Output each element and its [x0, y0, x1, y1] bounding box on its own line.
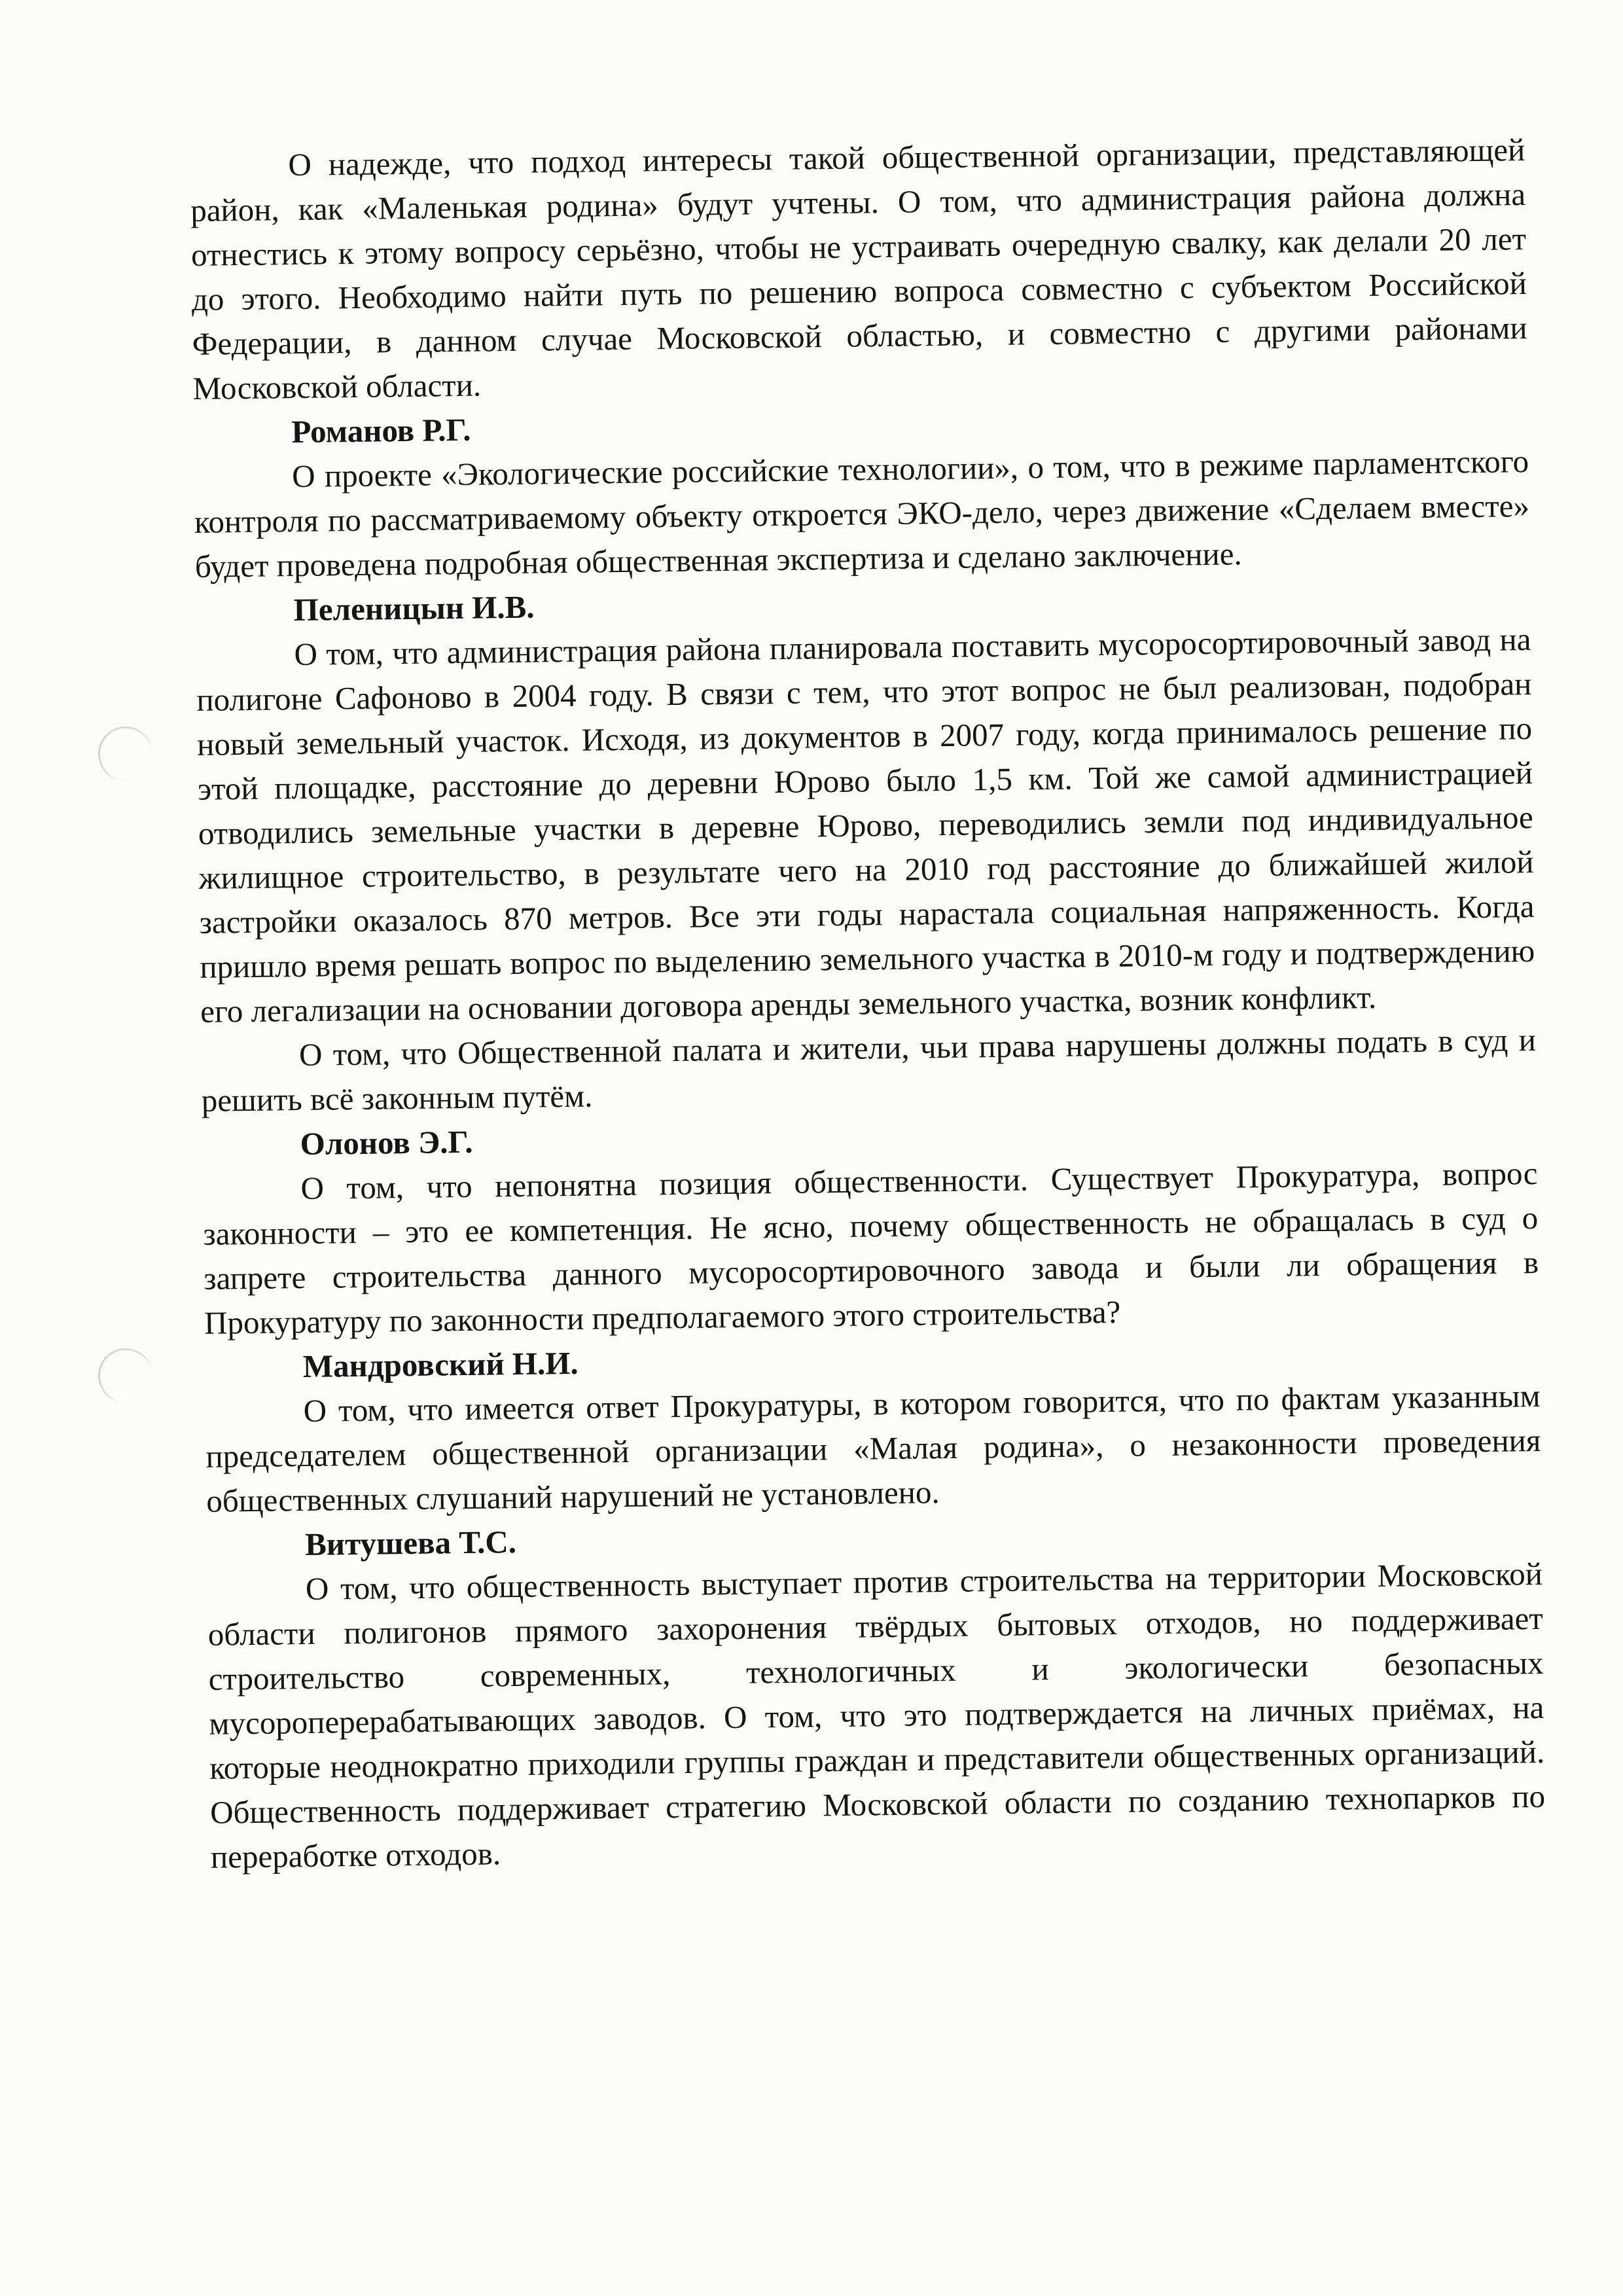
punch-hole-mark: [98, 726, 152, 781]
speaker-name: Витушева Т.С.: [304, 1524, 517, 1563]
speaker-statement: О том, что общественность выступает против строительства на территории Московской области полигонов прямого захоронения твёрдых бытовых отходов, но поддерживает строительство современных, технологичных и экологически безопасных мусороперерабатывающих заводов. О том, что это подтверждается на личных приёмах, на которые неоднократно приходили группы граждан и представители общественных организаций. Общественность поддерживает стратегию Московской области по созданию технопарков по переработке отходов.: [207, 1555, 1546, 1875]
punch-hole-mark: [98, 1348, 152, 1403]
speaker-statement: О проекте «Экологические российские технологии», о том, что в режиме парламентского контроля по рассматриваемому объекту откроется ЭКО-дело, через движение «Сделаем вместе» будет проведена подробная общественная экспертиза и сделано заключение.: [194, 443, 1530, 584]
speaker-name: Мандровский Н.И.: [302, 1344, 579, 1385]
speaker-statement: О том, что администрация района планировала поставить мусоросортировочный завод на полигоне Сафоново в 2004 году. В связи с тем, что этот вопрос не был реализован, подобран новый земельный участок. Исходя, из документов в 2007 году, когда принималось решение по этой площадке, расстояние до деревни Юрово было 1,5 км. Той же самой администрацией отводились земельные участки в деревне Юрово, переводились земли под индивидуальное жилищное строительство, в результате чего на 2010 год расстояние до ближайшей жилой застройки оказалось 870 метров. Все эти годы нарастала социальная напряженность. Когда пришло время решать вопрос по выделению земельного участка в 2010-м году и подтверждению его легализации на основании договора аренды земельного участка, возник конфликт.: [196, 621, 1535, 1030]
speaker-statement: О том, что Общественной палата и жители, чьи права нарушены должны подать в суд и решить всё законным путём.: [201, 1021, 1537, 1119]
intro-paragraph: О надежде, что подход интересы такой общественной организации, представляющей район, как «Маленькая родина» будут учтены. О том, что администрация района должна отнестись к этому вопросу серьёзно, чтобы не устраивать очередную свалку, как делали 20 лет до этого. Необходимо найти путь по решению вопроса совместно с субъектом Российской Федерации, в данном случае Московской областью, и совместно с другими районами Московской области.: [190, 132, 1527, 406]
document-body: [190, 128, 1546, 1880]
speaker-statement: О том, что имеется ответ Прокуратуры, в котором говорится, что по фактам указанным председателем общественной организации «Малая родина», о незаконности проведения общественных слушаний нарушений не установлено.: [205, 1377, 1541, 1519]
speaker-name: Олонов Э.Г.: [300, 1123, 473, 1162]
speaker-name: Пеленицын И.В.: [293, 588, 535, 628]
speaker-name: Романов Р.Г.: [291, 411, 471, 450]
speaker-statement: О том, что непонятна позиция общественности. Существует Прокуратура, вопрос законности – это ее компетенция. Не ясно, почему общественность не обращалась в суд о запрете строительства данного мусоросортировочного завода и были ли обращения в Прокуратуру по законности предполагаемого этого строительства?: [203, 1155, 1539, 1341]
